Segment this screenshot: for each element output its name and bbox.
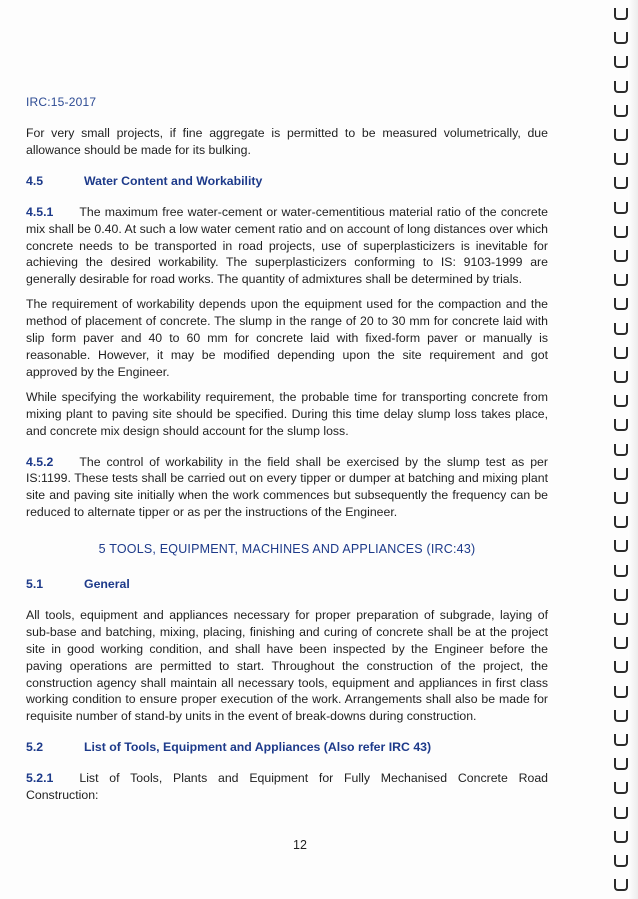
binding-ring: [614, 686, 628, 698]
paragraph-text: List of Tools, Plants and Equipment for Fully Mechanised Concrete Road Construction:: [26, 771, 548, 803]
binding-ring: [614, 758, 628, 770]
binding-ring: [614, 468, 628, 480]
binding-ring: [614, 879, 628, 891]
spiral-binding: [614, 0, 632, 899]
paragraph-slump-loss: While specifying the workability requirement, the probable time for transporting concrete from mixing plant to paving site should be specified. During this time delay slump loss takes place, and concrete mix design should account for the slump loss.: [26, 389, 548, 438]
binding-ring: [614, 589, 628, 601]
binding-ring: [614, 444, 628, 456]
binding-ring: [614, 177, 628, 189]
binding-ring: [614, 855, 628, 867]
chapter-title: 5 TOOLS, EQUIPMENT, MACHINES AND APPLIANCES (IRC:43): [98, 542, 476, 557]
page-content: [26, 125, 548, 812]
binding-ring: [614, 661, 628, 673]
binding-ring: [614, 347, 628, 359]
binding-ring: [614, 153, 628, 165]
binding-ring: [614, 274, 628, 286]
section-number: 4.5: [26, 173, 44, 188]
binding-ring: [614, 105, 628, 117]
binding-ring: [614, 613, 628, 625]
binding-ring: [614, 492, 628, 504]
paragraph-4-5-2: [26, 454, 548, 522]
paragraph-text: The control of workability in the field shall be exercised by the slump test as per IS:1199. These tests shall be carried out on every tipper or dumper at batching and mixing plant site and paving site initially when the work commences but subsequently the frequency can be reduced to alternate tipper or as per the instructions of the Engineer.: [26, 454, 548, 520]
document-code: IRC:15-2017: [26, 95, 97, 109]
binding-ring: [614, 419, 628, 431]
subsection-number: 4.5.1: [26, 204, 54, 219]
binding-ring: [614, 540, 628, 552]
paragraph-5-2-1: [26, 770, 548, 804]
paragraph-5-1: All tools, equipment and appliances necessary for proper preparation of subgrade, laying of sub-base and batching, mixing, placing, finishing and curing of concrete shall be at the project site in good working condition, and shall have been inspected by the Engineer before the paving operations are permitted to start. Throughout the construction of the project, the construction agency shall maintain all necessary tools, equipment and appliances in first class working condition to ensure proper execution of the work. Arrangements shall also be made for requisite number of stand-by units in the event of break-downs during construction.: [26, 607, 548, 724]
section-heading-5-1: [26, 576, 548, 593]
binding-ring: [614, 323, 628, 335]
binding-ring: [614, 298, 628, 310]
binding-ring: [614, 81, 628, 93]
binding-ring: [614, 734, 628, 746]
binding-ring: [614, 565, 628, 577]
binding-ring: [614, 831, 628, 843]
binding-ring: [614, 371, 628, 383]
intro-paragraph: For very small projects, if fine aggregate is permitted to be measured volumetrically, due allowance should be made for its bulking.: [26, 126, 548, 157]
binding-ring: [614, 516, 628, 528]
page-number: 12: [293, 838, 307, 852]
binding-ring: [614, 637, 628, 649]
binding-ring: [614, 56, 628, 68]
binding-ring: [614, 8, 628, 20]
binding-ring: [614, 782, 628, 794]
section-heading-4-5: [26, 173, 548, 190]
section-title: General: [84, 577, 130, 592]
section-title: List of Tools, Equipment and Appliances (Also refer IRC 43): [84, 740, 432, 755]
binding-ring: [614, 710, 628, 722]
section-heading-5-2: [26, 739, 548, 756]
paragraph-text: The maximum free water-cement or water-cementitious material ratio of the concrete mix shall be 0.40. At such a low water cement ratio and on account of long distances over which concrete needs to be transported in road projects, use of superplasticizers is inevitable for achieving the desired workability. The superplasticizers conforming to IS: 9103-1999 are generally desirable for road works. The quantity of admixtures shall be determined by trials.: [26, 204, 548, 287]
subsection-number: 4.5.2: [26, 454, 54, 469]
section-title: Water Content and Workability: [84, 173, 263, 188]
binding-ring: [614, 250, 628, 262]
binding-ring: [614, 129, 628, 141]
binding-ring: [614, 202, 628, 214]
binding-ring: [614, 32, 628, 44]
subsection-number: 5.2.1: [26, 771, 54, 786]
binding-ring: [614, 807, 628, 819]
section-number: 5.2: [26, 740, 44, 755]
paragraph-workability: The requirement of workability depends upon the equipment used for the compaction and the method of placement of concrete. The slump in the range of 20 to 30 mm for concrete laid with slip form paver and 40 to 60 mm for concrete laid with fixed-form paver or manually is reasonable. However, it may be modified depending upon the site requirement and got approved by the Engineer.: [26, 297, 548, 379]
paragraph-4-5-1: [26, 204, 548, 289]
binding-ring: [614, 226, 628, 238]
binding-ring: [614, 395, 628, 407]
section-number: 5.1: [26, 577, 44, 592]
